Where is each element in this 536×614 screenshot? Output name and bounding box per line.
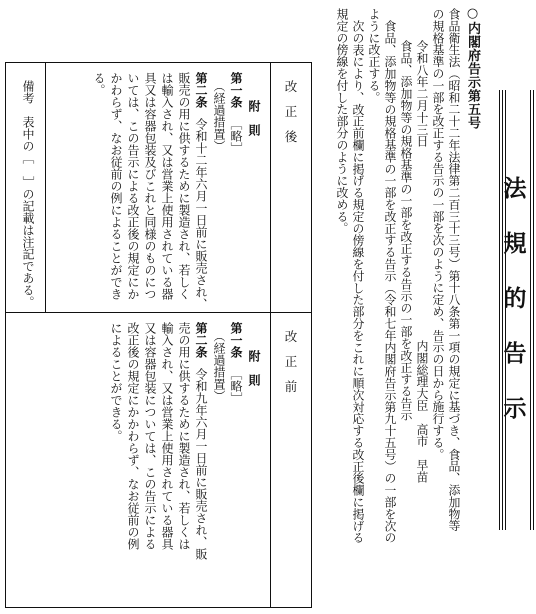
notice-line: 規定の傍線を付した部分のように改める。: [335, 8, 349, 235]
before-art1-label: 第一条: [229, 322, 243, 358]
after-art2-line: る。: [92, 72, 106, 96]
notice-line: 食品、添加物等の規格基準の一部を改正する告示の一部を改正する告示: [399, 40, 413, 421]
after-art2-line: 具又は容器包装及びこれと同様のものにつ: [143, 72, 157, 300]
notice-heading: ○内閣府告示第五号: [465, 6, 480, 130]
after-art2-line: 販売の用に供するために製造され、若しく: [177, 72, 191, 300]
after-art2-line: 令和十二年六月一日前に販売され、: [194, 118, 208, 310]
notice-line: 食品、添加物等の規格基準の一部を改正する告示（令和七年内閣府告示第九十五号）の一部を次の: [383, 20, 397, 544]
notice-line: 食品衛生法（昭和二十二年法律第二百三十三号）第十八条第一項の規定に基づき、食品、添加物等: [447, 8, 461, 532]
banner-title-char: 規: [503, 231, 527, 257]
banner-title-char: 的: [503, 286, 527, 312]
banner-title-char: 告: [503, 341, 527, 367]
before-art2-line: 令和九年六月一日前に販売され、販: [194, 368, 208, 560]
header-before: 改 正 前: [283, 330, 298, 393]
notice-date: 令和八年二月十三日: [415, 40, 429, 148]
after-art2-label: 第二条: [194, 72, 208, 108]
after-caption: （経過措置）: [212, 80, 226, 152]
before-caption: （経過措置）: [212, 330, 226, 402]
before-art1-text: ［略］: [229, 368, 243, 404]
before-fusoku: 附 則: [247, 350, 261, 386]
notice-line: 次の表により、改正前欄に掲げる規定の傍線を付した部分をこれに順次対応する改正後欄に掲げる: [351, 20, 365, 544]
banner-title-char: 示: [503, 396, 527, 422]
before-art2-line: 改正後の規定にかかわらず、なお従前の例: [126, 322, 140, 550]
after-art2-line: いては、この告示による改正後の規定にか: [126, 72, 140, 300]
before-art2-line: 売の用に供するために製造され、若しくは: [177, 322, 191, 550]
before-art2-line: 又は容器包装については、この告示による: [143, 322, 157, 550]
before-art2-line: によることができる。: [109, 322, 123, 442]
notice-signature: 内閣総理大臣 高市 早苗: [415, 340, 429, 483]
after-art2-line: は輸入され、又は営業上使用されている器: [160, 72, 174, 300]
before-art2-line: 輸入され、又は営業上使用されている器具: [160, 322, 174, 550]
before-art2-label: 第二条: [194, 322, 208, 358]
banner-title-char: 法: [503, 176, 527, 202]
after-fusoku: 附 則: [247, 100, 261, 136]
after-art1-label: 第一条: [229, 72, 243, 108]
after-art2-line: かわらず、なお従前の例によることができ: [109, 72, 123, 300]
header-after: 改 正 後: [283, 80, 298, 143]
after-art1-text: ［略］: [229, 118, 243, 154]
table-remark: 備考 表中の［ ］の記載は注記である。: [21, 80, 35, 308]
notice-line: の規格基準の一部を改正する告示の一部を次のように定め、告示の日から施行する。: [431, 8, 445, 461]
notice-line: ように改正する。: [367, 8, 381, 104]
